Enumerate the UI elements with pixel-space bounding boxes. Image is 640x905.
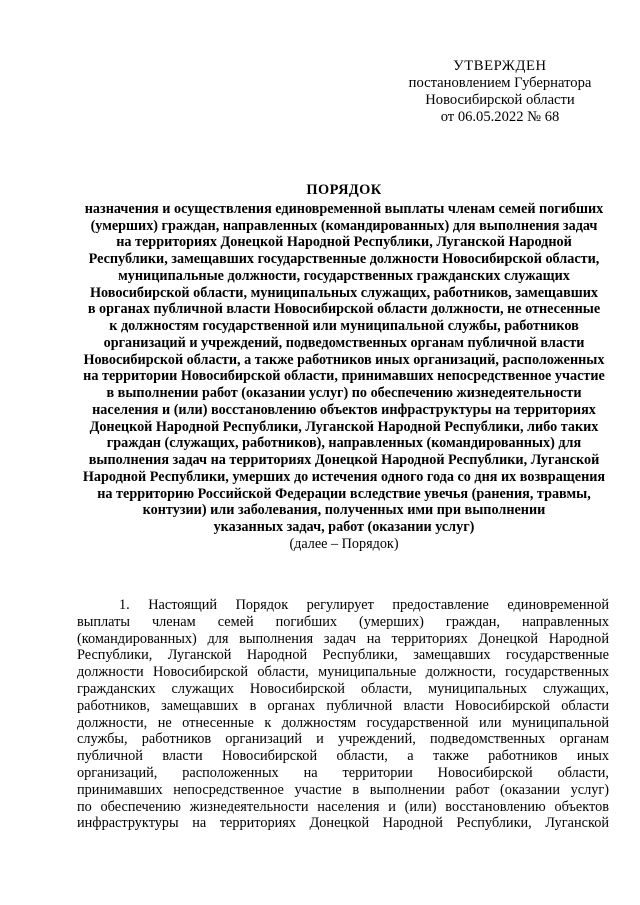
subtitle-line: контузии) или заболевания, полученных ими при выполнении xyxy=(142,502,546,519)
subtitle-line: в органах публичной власти Новосибирской области должности, не отнесенные xyxy=(87,301,601,318)
paragraph-line: 1. Настоящий Порядок регулирует предоставление единовременной xyxy=(119,597,609,613)
document-hereafter: (далее – Порядок) xyxy=(289,535,399,552)
paragraph-line: работников, замещавших в органах публичной власти Новосибирской области xyxy=(77,697,609,714)
subtitle-line: Донецкой Народной Республики, Луганской Народной Республики, либо таких xyxy=(89,418,599,435)
subtitle-line: Новосибирской области, муниципальных служащих, работников, замещавших xyxy=(89,284,598,301)
subtitle-line: на территорию Российской Федерации вследствие увечья (ранения, травмы, xyxy=(97,485,591,502)
subtitle-line: граждан (служащих, работников), направленных (командированных) для xyxy=(106,435,582,452)
document-subtitle xyxy=(64,201,624,536)
paragraph-line: (командированных) для выполнения задач на территориях Донецкой Народной xyxy=(77,630,609,647)
paragraph-1 xyxy=(77,597,609,832)
subtitle-line: Республики, замещавших государственные должности Новосибирской области, xyxy=(88,251,600,268)
approval-line-2: Новосибирской области xyxy=(425,92,575,108)
paragraph-line: должности, не отнесенные к должностям государственной или муниципальной xyxy=(77,714,609,731)
subtitle-line: на территориях Донецкой Народной Республики, Луганской Народной xyxy=(116,234,572,251)
subtitle-line: на территории Новосибирской области, принимавших непосредственное участие xyxy=(83,368,605,385)
approval-heading: УТВЕРЖДЕН xyxy=(453,58,547,74)
subtitle-line: назначения и осуществления единовременной выплаты членам семей погибших xyxy=(84,200,604,217)
approval-stamp xyxy=(380,58,620,126)
paragraph-line: публичной власти Новосибирской области, а также работников иных xyxy=(77,748,609,765)
paragraph-line: должности Новосибирской области, муниципальные должности, государственных xyxy=(77,664,609,681)
subtitle-line: (умерших) граждан, направленных (командированных) для выполнения задач xyxy=(90,217,598,234)
subtitle-line: выполнения задач на территориях Донецкой Народной Республики, Луганской xyxy=(88,452,600,469)
paragraph-line: выплаты членам семей погибших (умерших) граждан, направленных xyxy=(77,613,609,630)
subtitle-line: к должностям государственной или муниципальной службы, работников xyxy=(109,318,579,335)
subtitle-line: населения и (или) восстановлению объектов инфраструктуры на территориях xyxy=(92,401,596,418)
subtitle-line: указанных задач, работ (оказании услуг) xyxy=(213,519,475,536)
approval-line-3: от 06.05.2022 № 68 xyxy=(440,109,560,125)
subtitle-line: Народной Республики, умерших до истечения одного года со дня их возвращения xyxy=(82,468,606,485)
paragraph-line: гражданских служащих Новосибирской области, муниципальных служащих, xyxy=(77,680,609,697)
subtitle-line: в выполнении работ (оказании услуг) по обеспечению жизнедеятельности xyxy=(106,385,582,402)
paragraph-line: по обеспечению жизнедеятельности населения и (или) восстановлению объектов xyxy=(77,798,609,815)
approval-line-1: постановлением Губернатора xyxy=(408,75,592,91)
paragraph-line: Республики, Луганской Народной Республики, замещавших государственные xyxy=(77,647,609,664)
subtitle-line: организаций и учреждений, подведомственных органам публичной власти xyxy=(103,334,585,351)
document-title-block xyxy=(64,182,624,553)
document-title: ПОРЯДОК xyxy=(306,182,382,198)
paragraph-line: организаций, расположенных на территории Новосибирской области, xyxy=(77,764,609,781)
paragraph-line: службы, работников организаций и учреждений, подведомственных органам xyxy=(77,731,609,748)
subtitle-line: Новосибирской области, а также работников иных организаций, расположенных xyxy=(83,351,605,368)
subtitle-line: муниципальные должности, государственных гражданских служащих xyxy=(118,267,570,284)
paragraph-line: принимавших непосредственное участие в выполнении работ (оказании услуг) xyxy=(77,781,609,798)
paragraph-line: инфраструктуры на территориях Донецкой Народной Республики, Луганской xyxy=(77,815,609,832)
